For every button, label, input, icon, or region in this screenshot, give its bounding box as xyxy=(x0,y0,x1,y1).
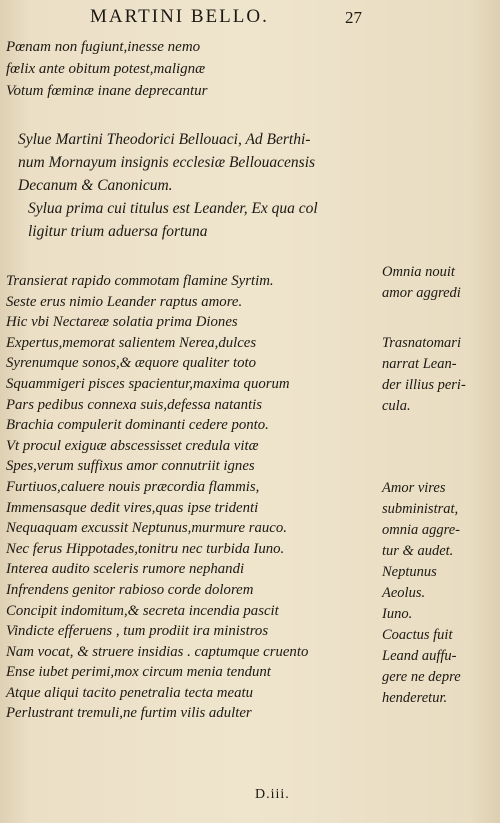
verse-line: fœlix ante obitum potest,malignæ xyxy=(6,61,206,77)
sylva-heading xyxy=(18,128,318,243)
margin-note-line: Amor vires xyxy=(382,480,446,496)
poem-line: Nequaquam excussit Neptunus,murmure rauco. xyxy=(6,520,287,537)
heading-line: ligitur trium aduersa fortuna xyxy=(28,223,208,240)
running-title: MARTINI BELLO. xyxy=(90,6,269,27)
margin-note-line: der illius peri- xyxy=(382,377,466,393)
margin-note-line: subministrat, xyxy=(382,501,459,517)
poem-line: Pars pedibus connexa suis,defessa natantis xyxy=(6,396,263,413)
signature-mark: D.iii. xyxy=(255,787,290,802)
poem-line: Concipit indomitum,& secreta incendia pascit xyxy=(6,602,279,619)
margin-note xyxy=(382,262,461,304)
margin-note-line: henderetur. xyxy=(382,690,448,706)
verse-line: Votum fœminæ inane deprecantur xyxy=(6,83,208,99)
poem-line: Atque aliqui tacito penetralia tecta meatu xyxy=(6,684,253,701)
margin-note-line: Trasnatomari xyxy=(382,335,461,351)
poem-line: Seste erus nimio Leander raptus amore. xyxy=(6,293,243,310)
poem-line: Ense iubet perimi,mox circum menia tendunt xyxy=(6,664,271,681)
poem-line: Perlustrant tremuli,ne furtim vilis adulter xyxy=(6,705,252,722)
heading-line: Sylua prima cui titulus est Leander, Ex qua col xyxy=(28,200,318,217)
verse-line: Pœnam non fugiunt,inesse nemo xyxy=(6,39,201,55)
margin-note-line: Omnia nouit xyxy=(382,264,455,280)
poem-line: Brachia compulerit dominanti cedere ponto. xyxy=(6,417,269,434)
poem-line: Nec ferus Hippotades,tonitru nec turbida Iuno. xyxy=(6,540,285,557)
margin-note-line: Aeolus. xyxy=(382,585,426,601)
heading-line: Sylue Martini Theodorici Bellouaci, Ad Berthi- xyxy=(18,131,311,148)
poem-line: Syrenumque sonos,& æquore qualiter toto xyxy=(6,355,257,372)
poem-line: Nam vocat, & struere insidias . captumque cruento xyxy=(6,643,309,660)
poem-line: Furtiuos,caluere nouis præcordia flammis, xyxy=(6,478,260,495)
poem-body xyxy=(6,271,308,724)
margin-note-line: gere ne depre xyxy=(382,669,461,685)
poem-line: Spes,verum suffixus amor connutriit ignes xyxy=(6,458,255,475)
poem-line: Vindicte efferuens , tum prodiit ira ministros xyxy=(6,623,269,640)
poem-line: Hic vbi Nectareæ solatia prima Diones xyxy=(6,314,238,331)
margin-note-line: Coactus fuit xyxy=(382,627,453,643)
poem-line: Interea audito sceleris rumore nephandi xyxy=(6,561,245,578)
margin-note-line: cula. xyxy=(382,398,411,414)
margin-note xyxy=(382,478,461,709)
heading-line: Decanum & Canonicum. xyxy=(18,177,173,194)
opening-verses xyxy=(6,36,208,102)
margin-note-line: tur & audet. xyxy=(382,543,454,559)
margin-note-line: Iuno. xyxy=(382,606,413,622)
heading-line: num Mornayum insignis ecclesiæ Bellouacensis xyxy=(18,154,316,171)
poem-line: Squammigeri pisces spacientur,maxima quorum xyxy=(6,375,290,392)
margin-note-line: amor aggredi xyxy=(382,285,461,301)
page-number: 27 xyxy=(345,8,362,27)
margin-note-line: omnia aggre- xyxy=(382,522,460,538)
margin-note-line: Leand auffu- xyxy=(382,648,457,664)
margin-note-line: narrat Lean- xyxy=(382,356,457,372)
poem-line: Transierat rapido commotam flamine Syrtim. xyxy=(6,273,274,289)
margin-note xyxy=(382,333,466,417)
poem-line: Expertus,memorat salientem Nerea,dulces xyxy=(6,334,257,351)
poem-line: Immensasque dedit vires,quas ipse tridenti xyxy=(6,499,259,516)
poem-line: Infrendens genitor rabioso corde dolorem xyxy=(6,581,254,598)
margin-note-line: Neptunus xyxy=(382,564,437,580)
poem-line: Vt procul exiguæ abscessisset credula vitæ xyxy=(6,437,259,454)
